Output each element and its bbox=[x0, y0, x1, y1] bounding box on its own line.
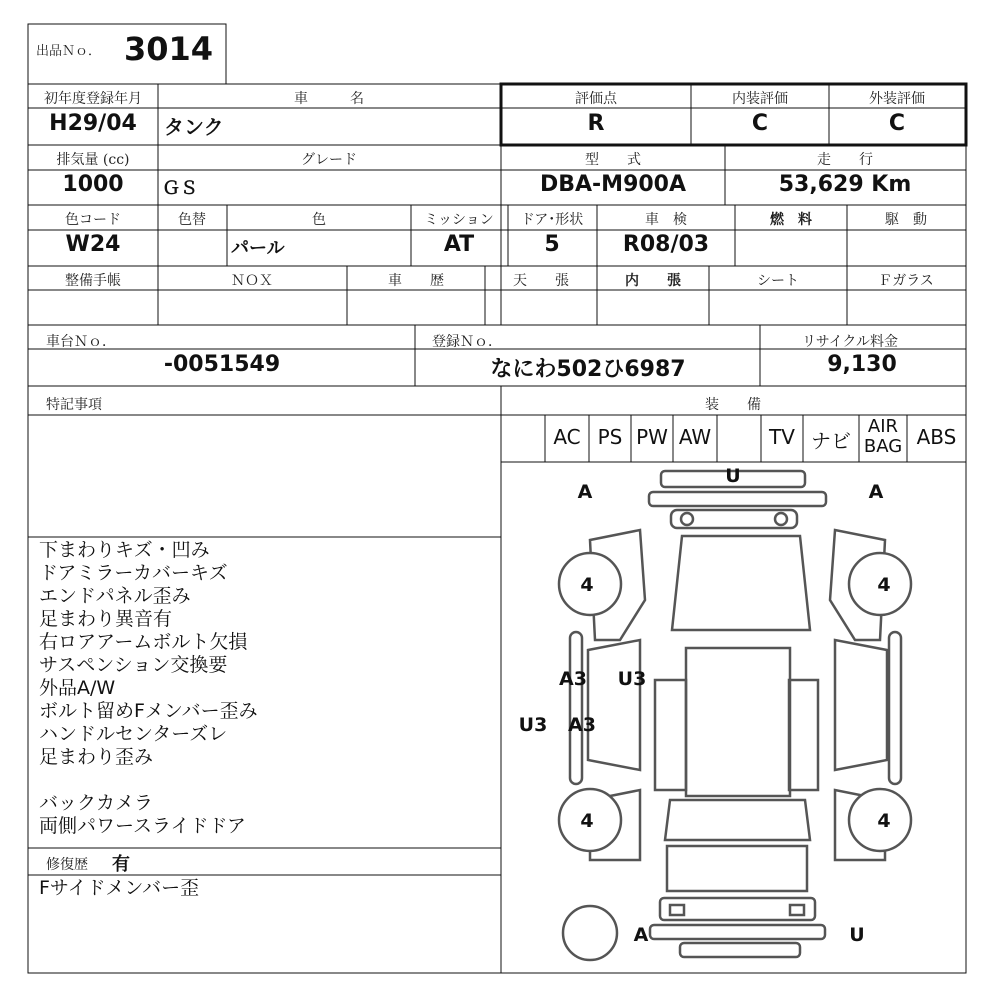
grade-value: ＧＳ bbox=[162, 178, 198, 199]
repaint-label: 色替 bbox=[178, 212, 206, 228]
note-line: 足まわり歪み bbox=[39, 746, 154, 768]
note-line: 下まわりキズ・凹み bbox=[39, 539, 210, 561]
seat-label: シート bbox=[757, 273, 799, 289]
mark-side-u3-top: U3 bbox=[617, 668, 647, 690]
mission-label: ミッション bbox=[424, 212, 494, 228]
mark-side-u3-low: U3 bbox=[518, 714, 548, 736]
history-label: 車 歴 bbox=[388, 273, 444, 289]
lot-number: 3014 bbox=[124, 30, 214, 68]
mission-value: AT bbox=[443, 232, 475, 257]
equipment-label: 装 備 bbox=[705, 397, 761, 413]
note-line: 右ロアアームボルト欠損 bbox=[39, 631, 248, 653]
nox-label: ＮＯＸ bbox=[231, 273, 273, 289]
equip-tv: TV bbox=[769, 425, 795, 449]
note-line: 外品A/W bbox=[39, 677, 116, 699]
equip-ps: PS bbox=[597, 425, 623, 449]
notes-list bbox=[39, 539, 258, 838]
repair-label: 修復歴 bbox=[46, 857, 88, 873]
spare-wheel bbox=[563, 906, 617, 960]
interior-label: 内装評価 bbox=[732, 91, 788, 107]
notes-label: 特記事項 bbox=[46, 397, 102, 413]
inner-label: 内 張 bbox=[625, 273, 681, 289]
score-value: R bbox=[587, 111, 605, 136]
exterior-label: 外装評価 bbox=[869, 91, 925, 107]
chassis-label: 車台Ｎｏ． bbox=[46, 334, 116, 350]
mark-front-center: U bbox=[725, 465, 741, 487]
equip-aw: AW bbox=[678, 425, 712, 449]
roof-label: 天 張 bbox=[513, 273, 569, 289]
fuel-label: 燃 料 bbox=[770, 212, 812, 228]
car-name-label: 車 名 bbox=[294, 91, 364, 107]
color-value: パール bbox=[231, 238, 285, 259]
interior-value: C bbox=[751, 111, 769, 136]
equip-abs: ABS bbox=[916, 425, 957, 449]
note-line: ドアミラーカバーキズ bbox=[39, 562, 228, 584]
note-line: サスペンション交換要 bbox=[39, 654, 228, 676]
mark-front-left: A bbox=[577, 481, 593, 503]
maintenance-label: 整備手帳 bbox=[65, 273, 121, 289]
recycle-label: リサイクル料金 bbox=[801, 334, 899, 350]
note-line: エンドパネル歪み bbox=[39, 585, 191, 607]
cc-label: 排気量 (cc) bbox=[56, 152, 130, 168]
note-line: ボルト留めFメンバー歪み bbox=[39, 700, 258, 722]
repair-detail: Fサイドメンバー歪 bbox=[39, 877, 200, 899]
equip-ac: AC bbox=[553, 425, 581, 449]
year-value: H29/04 bbox=[49, 111, 137, 136]
mark-rear-a: A bbox=[633, 924, 649, 946]
registration-label: 登録Ｎｏ． bbox=[432, 334, 502, 350]
score-label: 評価点 bbox=[575, 91, 617, 107]
color-label: 色 bbox=[312, 212, 326, 228]
car-name-value: タンク bbox=[164, 115, 224, 139]
mark-side-a3-top: A3 bbox=[559, 668, 587, 690]
note-line: 両側パワースライドドア bbox=[39, 815, 246, 837]
mark-wheel-fl: 4 bbox=[580, 574, 594, 596]
note-line: ハンドルセンターズレ bbox=[39, 723, 228, 745]
door-label: ドア･形状 bbox=[520, 212, 584, 228]
mark-wheel-rr: 4 bbox=[877, 810, 891, 832]
color-code-label: 色コード bbox=[65, 212, 121, 228]
exterior-value: C bbox=[888, 111, 906, 136]
glass-label: Ｆガラス bbox=[878, 273, 934, 289]
car-diagram bbox=[570, 471, 901, 957]
mileage-value: 53,629 Km bbox=[778, 172, 912, 197]
model-label: 型 式 bbox=[585, 152, 641, 168]
model-value: DBA-M900A bbox=[539, 172, 687, 197]
chassis-value: -0051549 bbox=[163, 352, 281, 377]
mileage-label: 走 行 bbox=[817, 152, 873, 168]
note-line: バックカメラ bbox=[39, 792, 154, 814]
inspection-value: R08/03 bbox=[622, 232, 710, 257]
mark-front-right: A bbox=[868, 481, 884, 503]
equip-navi: ナビ bbox=[811, 429, 851, 453]
lot-label: 出品Ｎｏ． bbox=[36, 44, 102, 59]
inspection-label: 車 検 bbox=[645, 212, 687, 228]
cc-value: 1000 bbox=[62, 172, 124, 197]
equip-airbag: AIR BAG bbox=[863, 416, 903, 457]
year-label: 初年度登録年月 bbox=[44, 91, 142, 107]
recycle-value: 9,130 bbox=[827, 352, 897, 377]
equip-pw: PW bbox=[636, 425, 668, 449]
grade-label: グレード bbox=[301, 152, 357, 168]
color-code-value: W24 bbox=[65, 232, 121, 257]
note-line bbox=[39, 769, 258, 792]
mark-wheel-fr: 4 bbox=[877, 574, 891, 596]
note-line: 足まわり異音有 bbox=[39, 608, 173, 630]
mark-side-a3-low: A3 bbox=[568, 714, 596, 736]
repair-value: 有 bbox=[112, 854, 130, 875]
mark-wheel-rl: 4 bbox=[580, 810, 594, 832]
mark-rear-u: U bbox=[849, 924, 865, 946]
registration-value: なにわ502ひ6987 bbox=[490, 357, 686, 382]
drive-label: 駆 動 bbox=[885, 212, 927, 228]
door-value: 5 bbox=[544, 232, 560, 257]
